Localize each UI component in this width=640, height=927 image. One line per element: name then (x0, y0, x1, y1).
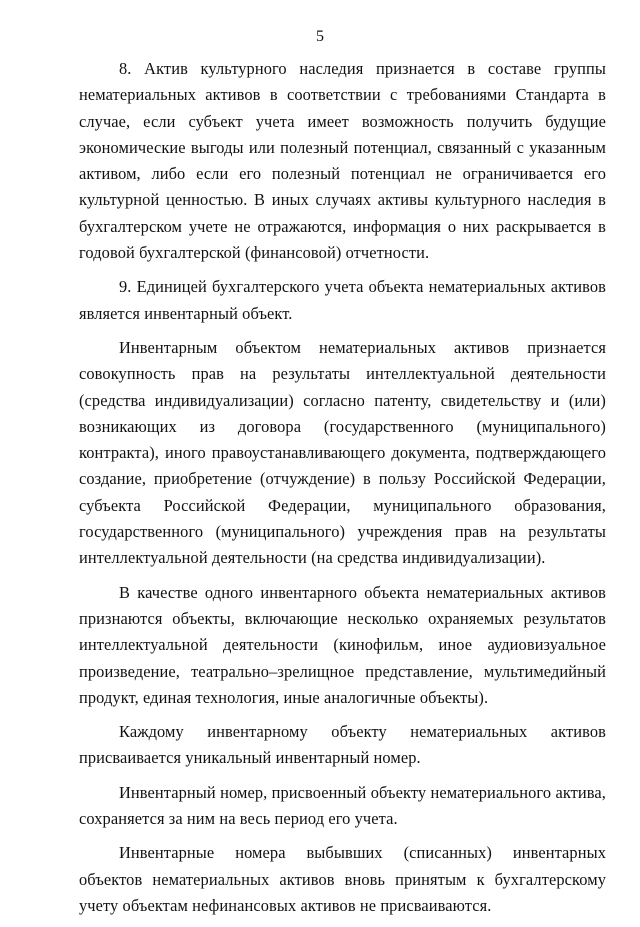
paragraph-composite-object: В качестве одного инвентарного объекта нематериальных активов признаются объекты, включающие несколько охраняемых результатов интеллектуальной деятельности (кинофильм, иное аудиовизуальное произведение, театрально–зрелищное представление, мультимедийный продукт, единая технология, иные аналогичные объекты). (79, 582, 606, 707)
paragraph-item-8: 8. Актив культурного наследия признается в составе группы нематериальных активов в соответствии с требованиями Стандарта в случае, если субъект учета имеет возможность получить будущие экономические выгоды или полезный потенциал, связанный с указанным активом, либо если его полезный потенциал не ограничивается его культурной ценностью. В иных случаях активы культурного наследия в бухгалтерском учете не отражаются, информация о них раскрывается в годовой бухгалтерской (финансовой) отчетности. (79, 59, 606, 263)
paragraph-numbers-not-reused: Инвентарные номера выбывших (списанных) инвентарных объектов нематериальных активов вновь принятым к бухгалтерскому учету объектам нефинансовых активов не присваиваются. (79, 843, 606, 915)
document-body (79, 56, 606, 927)
paragraph-item-9: 9. Единицей бухгалтерского учета объекта нематериальных активов является инвентарный объект. (79, 277, 606, 323)
paragraph-inventory-object-definition: Инвентарным объектом нематериальных активов признается совокупность прав на результаты интеллектуальной деятельности (средства индивидуализации) согласно патенту, свидетельству и (или) возникающих из договора (государственного (муниципального) контракта), иного правоустанавливающего документа, подтверждающего создание, приобретение (отчуждение) в пользу Российской Федерации, субъекта Российской Федерации, муниципального образования, государственного (муниципального) учреждения прав на результаты интеллектуальной деятельности (на средства индивидуализации). (79, 337, 606, 568)
page-number: 5 (316, 28, 324, 45)
paragraph-number-retained: Инвентарный номер, присвоенный объекту нематериального актива, сохраняется за ним на весь период его учета. (79, 782, 606, 829)
paragraph-unique-number: Каждому инвентарному объекту нематериальных активов присваивается уникальный инвентарный номер. (79, 722, 606, 768)
